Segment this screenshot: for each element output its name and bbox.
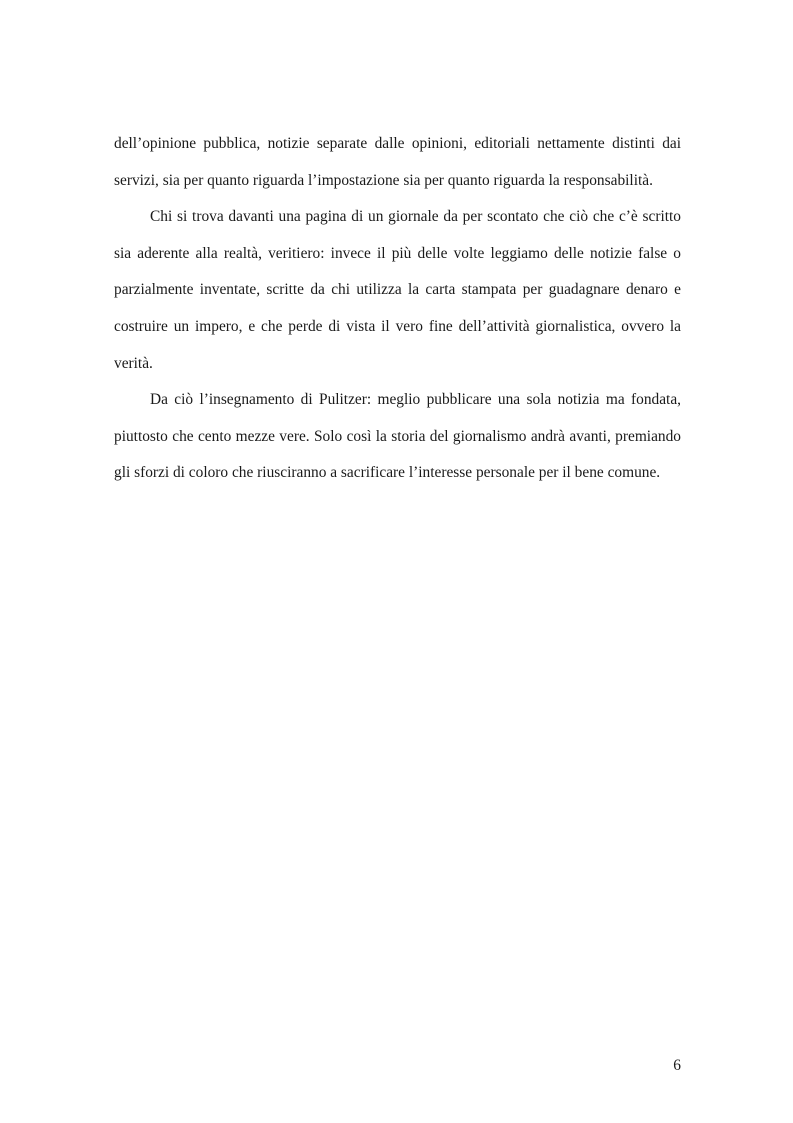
paragraph-continuation: dell’opinione pubblica, notizie separate dalle opinioni, editoriali nettamente distinti dai servizi, sia per quanto riguarda l’impostazione sia per quanto riguarda la responsabilità.	[114, 135, 681, 189]
body-text	[114, 126, 681, 492]
paragraph-pulitzer-lesson: Da ciò l’insegnamento di Pulitzer: meglio pubblicare una sola notizia ma fondata, piuttosto che cento mezze vere. Solo così la storia del giornalismo andrà avanti, premiando gli sforzi di coloro che riusciranno a sacrificare l’interesse personale per il bene comune.	[114, 391, 681, 482]
paragraph-newspaper-truth: Chi si trova davanti una pagina di un giornale da per scontato che ciò che c’è scritto sia aderente alla realtà, veritiero: invece il più delle volte leggiamo delle notizie false o parzialmente inventate, scritte da chi utilizza la carta stampata per guadagnare denaro e costruire un impero, e che perde di vista il vero fine dell’attività giornalistica, ovvero la verità.	[114, 208, 681, 372]
page-number: 6	[673, 1057, 681, 1074]
